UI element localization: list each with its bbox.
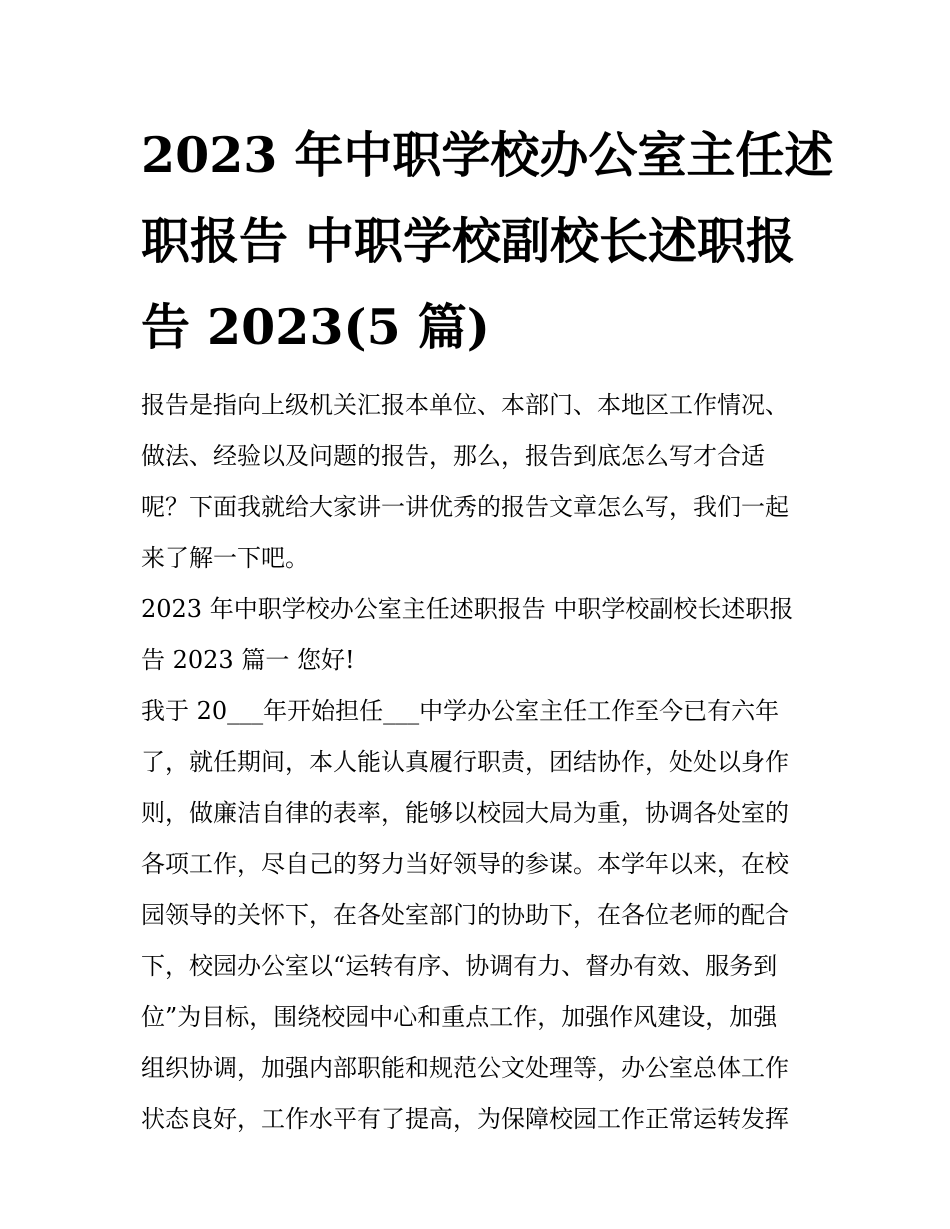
subtitle-line: 告 2023 篇一 您好! <box>141 646 355 674</box>
intro-line: 做法、经验以及问题的报告，那么，报告到底怎么写才合适 <box>141 442 765 470</box>
section-subtitle <box>141 584 813 686</box>
intro-line: 呢？下面我就给大家讲一讲优秀的报告文章怎么写，我们一起 <box>141 493 789 521</box>
body-line: 我于 20___年开始担任___中学办公室主任工作至今已有六年 <box>141 697 780 725</box>
body-line: 组织协调，加强内部职能和规范公文处理等，办公室总体工作 <box>141 1054 789 1082</box>
body-paragraph <box>141 686 813 1145</box>
document-title <box>141 112 834 370</box>
subtitle-line: 2023 年中职学校办公室主任述职报告 中职学校副校长述职报 <box>141 595 794 623</box>
intro-line: 报告是指向上级机关汇报本单位、本部门、本地区工作情况、 <box>141 391 789 419</box>
title-line: 告 2023(5 篇) <box>141 298 490 356</box>
body-line: 下，校园办公室以“运转有序、协调有力、督办有效、服务到 <box>141 952 778 980</box>
body-line: 园领导的关怀下，在各处室部门的协助下，在各位老师的配合 <box>141 901 789 929</box>
body-line: 位”为目标，围绕校园中心和重点工作，加强作风建设，加强 <box>141 1003 778 1031</box>
document-page <box>141 112 834 1145</box>
intro-paragraph <box>141 380 813 584</box>
body-line: 各项工作，尽自己的努力当好领导的参谋。本学年以来，在校 <box>141 850 789 878</box>
body-line: 则，做廉洁自律的表率，能够以校园大局为重，协调各处室的 <box>141 799 789 827</box>
title-line: 职报告 中职学校副校长述职报 <box>141 212 796 270</box>
title-line: 2023 年中职学校办公室主任述 <box>141 126 834 184</box>
intro-line: 来了解一下吧。 <box>141 544 309 572</box>
body-line: 了，就任期间，本人能认真履行职责，团结协作，处处以身作 <box>141 748 789 776</box>
body-line: 状态良好，工作水平有了提高，为保障校园工作正常运转发挥 <box>141 1105 789 1133</box>
